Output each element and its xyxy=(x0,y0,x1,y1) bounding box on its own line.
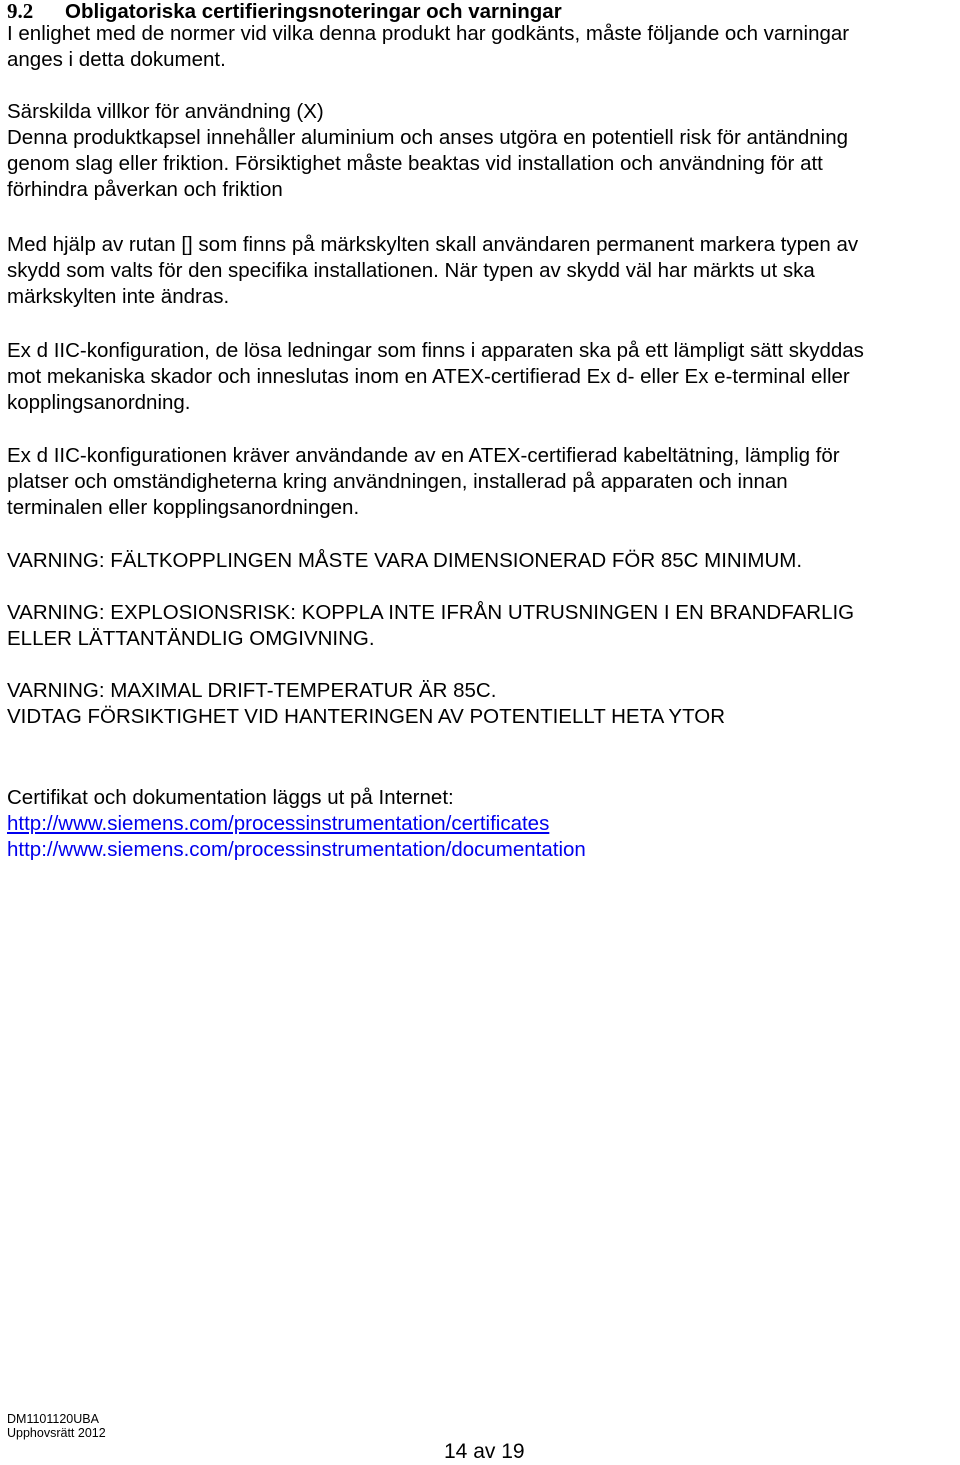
section-title: Obligatoriska certifieringsnoteringar och varningar xyxy=(65,0,562,23)
text-line: VARNING: FÄLTKOPPLINGEN MÅSTE VARA DIMENSIONERAD FÖR 85C MINIMUM. xyxy=(7,549,803,572)
text-line: förhindra påverkan och friktion xyxy=(7,178,283,201)
text-line: VIDTAG FÖRSIKTIGHET VID HANTERINGEN AV POTENTIELLT HETA YTOR xyxy=(7,705,726,728)
text-line: ELLER LÄTTANTÄNDLIG OMGIVNING. xyxy=(7,627,375,650)
certificates-paragraph xyxy=(7,785,960,863)
page-number: 14 av 19 xyxy=(444,1440,525,1463)
warning-field-wiring xyxy=(7,548,960,574)
text-line: VARNING: EXPLOSIONSRISK: KOPPLA INTE IFRÅN UTRUSNINGEN I EN BRANDFARLIG xyxy=(7,601,855,624)
text-line: terminalen eller kopplingsanordningen. xyxy=(7,496,360,519)
text-line: Certifikat och dokumentation läggs ut på Internet: xyxy=(7,786,454,809)
documentation-link[interactable]: http://www.siemens.com/processinstrumentation/documentation xyxy=(7,838,586,861)
exd-wiring-paragraph xyxy=(7,338,960,416)
section-number: 9.2 xyxy=(7,0,34,23)
warning-temperature xyxy=(7,678,960,730)
exd-gland-paragraph xyxy=(7,443,960,521)
text-line: Särskilda villkor för användning (X) xyxy=(7,100,324,123)
text-line: skydd som valts för den specifika installationen. När typen av skydd väl har märkts ut ska xyxy=(7,259,815,282)
text-line: Ex d IIC-konfiguration, de lösa ledningar som finns i apparaten ska på ett lämpligt sätt skyddas xyxy=(7,339,864,362)
warning-explosion xyxy=(7,600,960,652)
text-line: Ex d IIC-konfigurationen kräver användande av en ATEX-certifierad kabeltätning, lämplig för xyxy=(7,444,840,467)
copyright-notice: Upphovsrätt 2012 xyxy=(7,1426,106,1440)
intro-paragraph xyxy=(7,21,960,73)
certificates-link[interactable]: http://www.siemens.com/processinstrumentation/certificates xyxy=(7,812,550,835)
text-line: I enlighet med de normer vid vilka denna produkt har godkänts, måste följande och varningar xyxy=(7,22,850,45)
text-line: kopplingsanordning. xyxy=(7,391,191,414)
special-conditions-paragraph xyxy=(7,99,960,203)
text-line: anges i detta dokument. xyxy=(7,48,226,71)
text-line: genom slag eller friktion. Försiktighet måste beaktas vid installation och användning för att xyxy=(7,152,823,175)
text-line: märkskylten inte ändras. xyxy=(7,285,230,308)
text-line: Denna produktkapsel innehåller aluminium och anses utgöra en potentiell risk för antändning xyxy=(7,126,849,149)
text-line: VARNING: MAXIMAL DRIFT-TEMPERATUR ÄR 85C. xyxy=(7,679,497,702)
marking-paragraph xyxy=(7,232,960,310)
text-line: mot mekaniska skador och inneslutas inom en ATEX-certifierad Ex d- eller Ex e-terminal eller xyxy=(7,365,850,388)
text-line: platser och omständigheterna kring användningen, installerad på apparaten och innan xyxy=(7,470,788,493)
text-line: Med hjälp av rutan [] som finns på märkskylten skall användaren permanent markera typen av xyxy=(7,233,859,256)
document-id: DM1101120UBA xyxy=(7,1412,99,1426)
